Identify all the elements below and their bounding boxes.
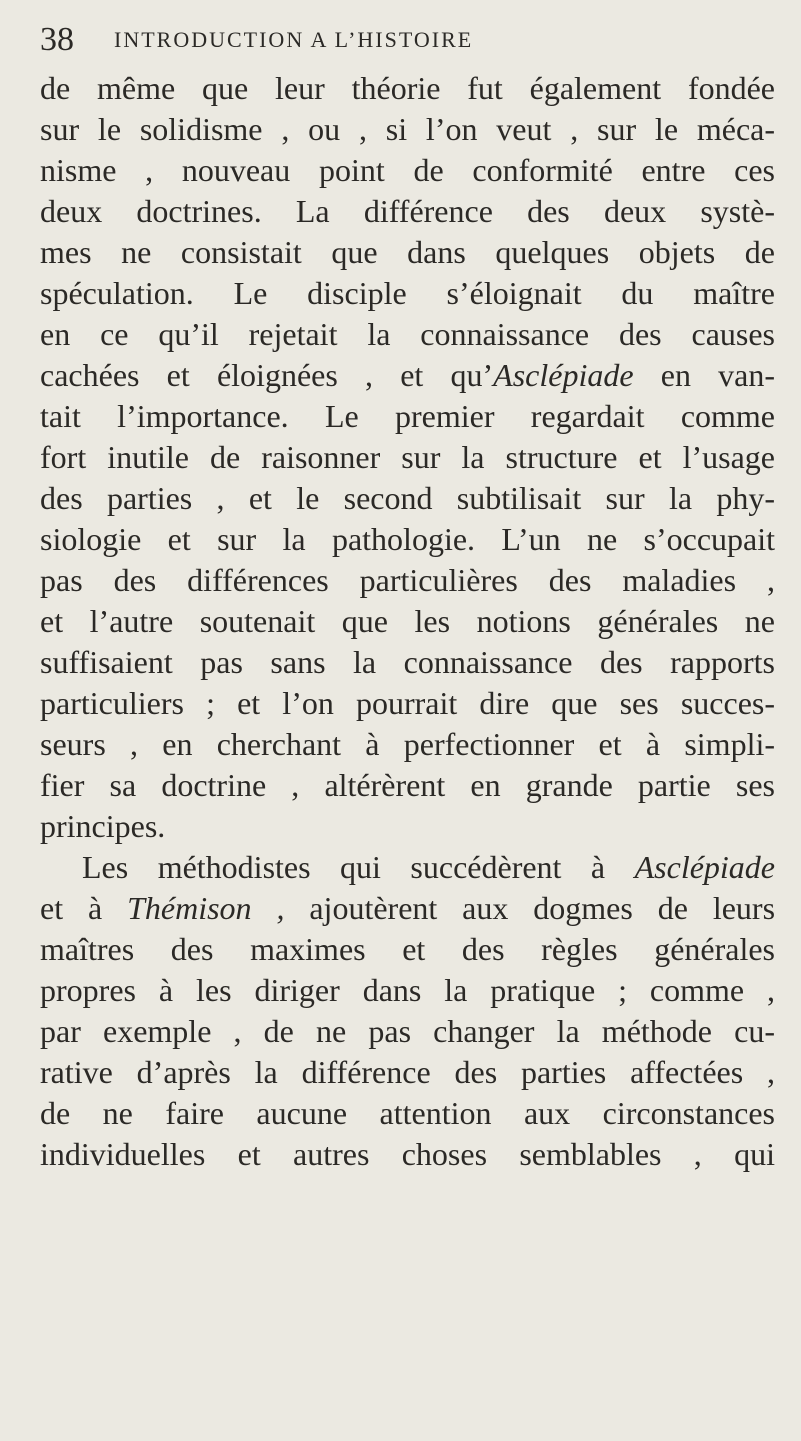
text-line [40,68,775,109]
italic-name: Thémison , [127,890,285,926]
text-segment: de même que leur théorie fut également fondée [40,70,775,106]
text-segment: propres à les diriger dans la pratique ; comme , [40,972,775,1008]
text-segment: nisme , nouveau point de conformité entre ces [40,152,775,188]
text-line [40,642,775,683]
text-line [40,1134,775,1175]
text-line [40,683,775,724]
text-segment: des parties , et le second subtilisait sur la phy- [40,480,775,516]
text-segment: cachées et éloignées , et qu’ [40,357,494,393]
text-segment: fort inutile de raisonner sur la structure et l’usage [40,439,775,475]
text-line [40,1093,775,1134]
text-segment: et l’autre soutenait que les notions générales ne [40,603,775,639]
text-segment: ajoutèrent aux dogmes de leurs [284,890,776,926]
italic-name: Asclépiade [493,357,634,393]
text-segment: particuliers ; et l’on pourrait dire que ses succes- [40,685,775,721]
text-segment: en ce qu’il rejetait la connaissance des causes [40,316,775,352]
text-segment: spéculation. Le disciple s’éloignait du maître [40,275,775,311]
text-segment: mes ne consistait que dans quelques objets de [40,234,775,270]
text-segment: rative d’après la différence des parties affectées , [40,1054,775,1090]
text-line [40,1052,775,1093]
text-line [40,601,775,642]
text-line [40,232,775,273]
text-segment: fier sa doctrine , altérèrent en grande partie ses [40,767,775,803]
text-line [40,150,775,191]
text-segment: par exemple , de ne pas changer la méthode cu- [40,1013,775,1049]
text-line [40,560,775,601]
text-segment: siologie et sur la pathologie. L’un ne s’occupait [40,521,775,557]
text-line [40,355,775,396]
text-line [40,437,775,478]
text-line [40,806,775,847]
text-segment: individuelles et autres choses semblables , qui [40,1136,775,1172]
running-head-title: INTRODUCTION A L’HISTOIRE [114,27,474,52]
text-segment: suffisaient pas sans la connaissance des rapports [40,644,775,680]
text-line [40,396,775,437]
body-text [40,68,775,1175]
text-line [40,478,775,519]
text-segment: Les méthodistes qui succédèrent à [82,849,635,885]
text-line [40,970,775,1011]
text-line [40,847,775,888]
text-segment: deux doctrines. La différence des deux systè- [40,193,775,229]
text-line [40,314,775,355]
text-segment: maîtres des maximes et des règles générales [40,931,775,967]
text-line [40,724,775,765]
text-line [40,929,775,970]
italic-name: Asclépiade [634,849,775,885]
text-segment: et à [40,890,128,926]
text-segment: principes. [40,808,166,844]
text-line [40,888,775,929]
text-line [40,519,775,560]
page-number: 38 [40,21,74,58]
text-line [40,109,775,150]
text-line [40,1011,775,1052]
text-segment: sur le solidisme , ou , si l’on veut , sur le méca- [40,111,775,147]
text-segment: de ne faire aucune attention aux circonstances [40,1095,775,1131]
text-line [40,765,775,806]
running-head [40,16,780,64]
text-segment: en van- [633,357,776,393]
text-line [40,273,775,314]
text-segment: pas des différences particulières des maladies , [40,562,775,598]
text-line [40,191,775,232]
text-segment: tait l’importance. Le premier regardait comme [40,398,775,434]
text-segment: seurs , en cherchant à perfectionner et à simpli- [40,726,775,762]
